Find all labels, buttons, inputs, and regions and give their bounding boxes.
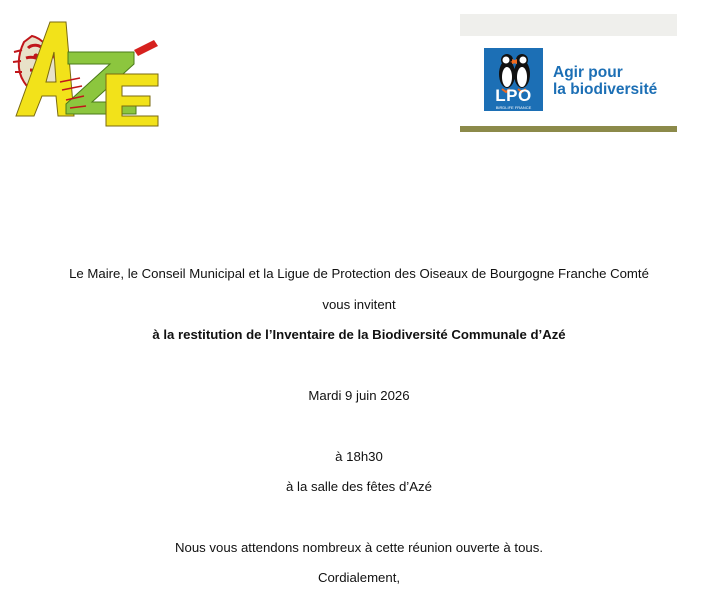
lpo-badge (484, 48, 543, 111)
lpo-slogan-line-1: Agir pour (553, 64, 623, 81)
lpo-slogan-line-2: la biodiversité (553, 81, 658, 98)
aze-logo-icon (10, 12, 160, 127)
closing-message: Nous vous attendons nombreux à cette réunion ouverte à tous. (174, 540, 543, 555)
invite-line: vous invitent (322, 297, 396, 312)
sign-off: Cordialement, (317, 570, 401, 585)
lpo-logo (460, 14, 677, 132)
lpo-logo-top-band (460, 14, 677, 36)
event-place: à la salle des fêtes d’Azé (286, 479, 432, 494)
lpo-badge-subtext: BIRDLIFE FRANCE (495, 105, 532, 110)
event-date: Mardi 9 juin 2026 (308, 388, 410, 403)
lpo-slogan (553, 64, 657, 98)
hosts-line: Le Maire, le Conseil Municipal et la Ligue de Protection des Oiseaux de Bourgogne Franche Comté (69, 266, 649, 281)
lpo-logo-bottom-band (460, 126, 677, 132)
event-time: à 18h30 (335, 449, 383, 464)
lpo-badge-text: LPO (495, 86, 532, 105)
aze-logo (10, 12, 160, 127)
event-title: à la restitution de l’Inventaire de la Biodiversité Communale d’Azé (152, 327, 566, 342)
